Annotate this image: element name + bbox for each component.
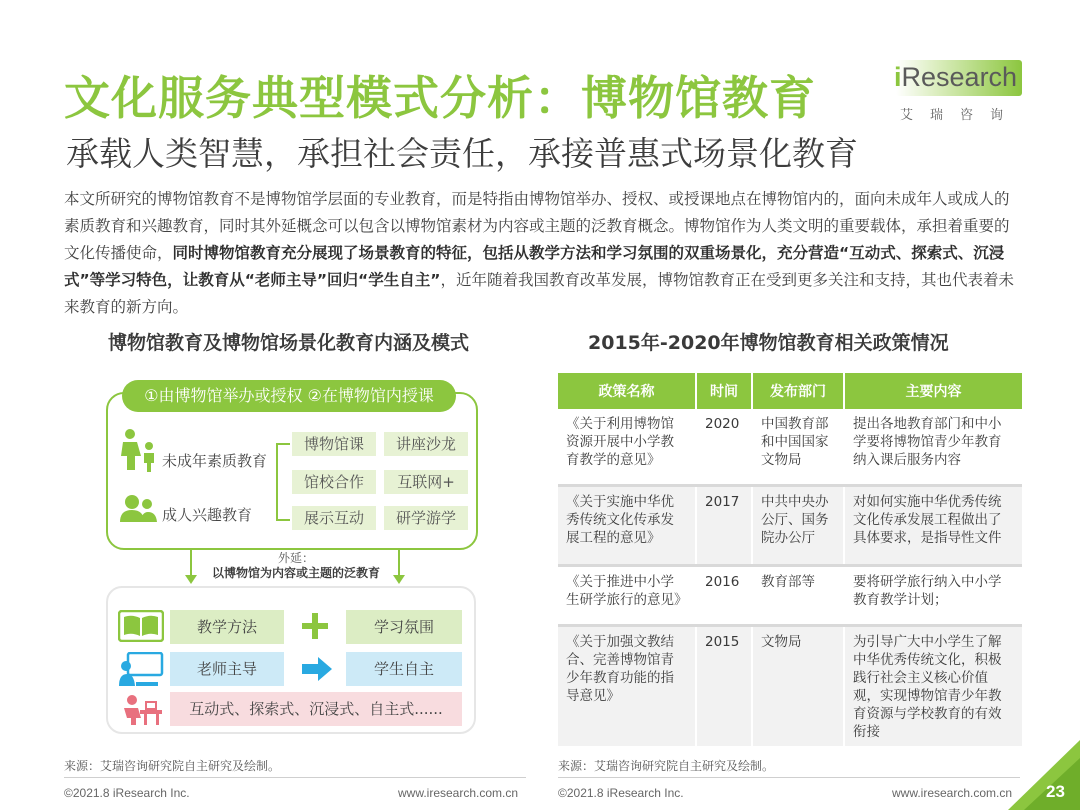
policy-content: 要将研学旅行纳入中小学教育教学计划；: [844, 565, 1022, 625]
page-title: 文化服务典型模式分析：博物馆教育: [64, 71, 816, 125]
iresearch-logo: [892, 58, 1024, 126]
pill-museum-class: 博物馆课: [292, 432, 376, 456]
table-row: [558, 485, 1022, 565]
extension-line-left: [190, 550, 192, 578]
pill-internet-plus: 互联网+: [384, 470, 468, 494]
teaching-method-item: 教学方法: [170, 610, 284, 644]
policy-name: 《关于利用博物馆资源开展中小学教育教学的意见》: [558, 409, 696, 485]
policy-year: 2015: [696, 625, 752, 746]
right-section-title: 2015年-2020年博物馆教育相关政策情况: [588, 332, 949, 354]
footer-copyright-right: ©2021.8 iResearch Inc.: [558, 786, 684, 800]
page-subtitle: 承载人类智慧，承担社会责任，承接普惠式场景化教育: [66, 134, 858, 173]
arrow-down-icon: [185, 575, 197, 584]
policy-content: 为引导广大中小学生了解中华优秀传统文化，积极践行社会主义核心价值观，实现博物馆青少年教育资源与学校教育的有效衔接: [844, 625, 1022, 746]
table-row: [558, 409, 1022, 485]
policy-name: 《关于加强文教结合、完善博物馆青少年教育功能的指导意见》: [558, 625, 696, 746]
policy-dept: 中共中央办公厅、国务院办公厅: [752, 485, 844, 565]
intro-text-bold: 同时博物馆教育充分展现了场景教育的特征，包括从教学方法和学习氛围的双重场景化，充分营造“互动式、探索式、沉浸式”等学习特色，让教育从“老师主导”回归“学生自主”: [64, 244, 1005, 289]
policy-content: 提出各地教育部门和中小学要将博物馆青少年教育纳入课后服务内容: [844, 409, 1022, 485]
table-header-row: [558, 373, 1022, 409]
extension-label: 外延：: [277, 551, 314, 565]
page-corner-decoration: [1008, 740, 1080, 810]
extension-text: [198, 551, 394, 581]
policy-table: [558, 373, 1022, 746]
bracket: [276, 443, 290, 521]
logo-word: [894, 62, 1017, 93]
teacher-icon: [118, 652, 164, 688]
pill-lecture-salon: 讲座沙龙: [384, 432, 468, 456]
learning-atmosphere-item: 学习氛围: [346, 610, 462, 644]
book-icon: [118, 610, 164, 642]
footer-copyright-left: ©2021.8 iResearch Inc.: [64, 786, 190, 800]
col-header-year: 时间: [696, 373, 752, 409]
minor-education-label: 未成年素质教育: [162, 452, 268, 470]
policy-dept: 文物局: [752, 625, 844, 746]
policy-dept: 中国教育部和中国国家文物局: [752, 409, 844, 485]
left-source: 来源：艾瑞咨询研究院自主研究及绘制。: [64, 759, 281, 773]
col-header-content: 主要内容: [844, 373, 1022, 409]
plus-icon: [302, 613, 328, 639]
mode-banner: ①由博物馆举办或授权 ②在博物馆内授课: [122, 380, 456, 412]
student-desk-icon: [118, 692, 164, 726]
intro-text-2: ，近年随着我国教育改革发展，博物馆教育正在受到更多关注和支持，其也代表着未来教育的新方向。: [64, 271, 1014, 316]
adult-education-label: 成人兴趣教育: [162, 506, 253, 524]
right-source: 来源：艾瑞咨询研究院自主研究及绘制。: [558, 759, 775, 773]
pill-exhibit-interaction: 展示互动: [292, 506, 376, 530]
extension-line-right: [398, 550, 400, 578]
col-header-policy: 政策名称: [558, 373, 696, 409]
policy-year: 2016: [696, 565, 752, 625]
intro-text-1: 本文所研究的博物馆教育不是博物馆学层面的专业教育，而是特指由博物馆举办、授权、或授课地点在博物馆内的，面向未成年人或成人的素质教育和兴趣教育，同时其外延概念可以包含以博物馆素材为内容或主题的泛教育概念。博物馆作为人类文明的重要载体，承担着重要的文化传播使命，: [64, 190, 1010, 262]
logo-prefix: i: [894, 62, 902, 92]
intro-paragraph: [64, 186, 1024, 321]
policy-year: 2017: [696, 485, 752, 565]
policy-name: 《关于推进中小学生研学旅行的意见》: [558, 565, 696, 625]
policy-content: 对如何实施中华优秀传统文化传承发展工程做出了具体要求，是指导性文件: [844, 485, 1022, 565]
learning-styles-item: 互动式、探索式、沉浸式、自主式......: [170, 692, 462, 726]
footer-divider-left: [64, 777, 526, 778]
teacher-led-item: 老师主导: [170, 652, 284, 686]
left-section-title: 博物馆教育及博物馆场景化教育内涵及模式: [108, 332, 470, 354]
arrow-down-icon: [393, 575, 405, 584]
col-header-dept: 发布部门: [752, 373, 844, 409]
pill-study-tour: 研学游学: [384, 506, 468, 530]
policy-year: 2020: [696, 409, 752, 485]
page-number: 23: [1046, 782, 1065, 801]
policy-dept: 教育部等: [752, 565, 844, 625]
policy-name: 《关于实施中华优秀传统文化传承发展工程的意见》: [558, 485, 696, 565]
family-icon: [118, 428, 158, 472]
pill-school-coop: 馆校合作: [292, 470, 376, 494]
footer-url-left[interactable]: www.iresearch.com.cn: [398, 786, 519, 800]
logo-cn: 艾瑞咨询: [900, 108, 1021, 123]
student-led-item: 学生自主: [346, 652, 462, 686]
table-row: [558, 565, 1022, 625]
adults-icon: [118, 494, 158, 524]
extension-desc: 以博物馆为内容或主题的泛教育: [211, 566, 380, 580]
footer-divider-right: [558, 777, 1020, 778]
logo-word-text: Research: [901, 62, 1018, 92]
footer-url-right[interactable]: www.iresearch.com.cn: [892, 786, 1013, 800]
arrow-right-icon: [302, 657, 332, 681]
table-row: [558, 625, 1022, 746]
